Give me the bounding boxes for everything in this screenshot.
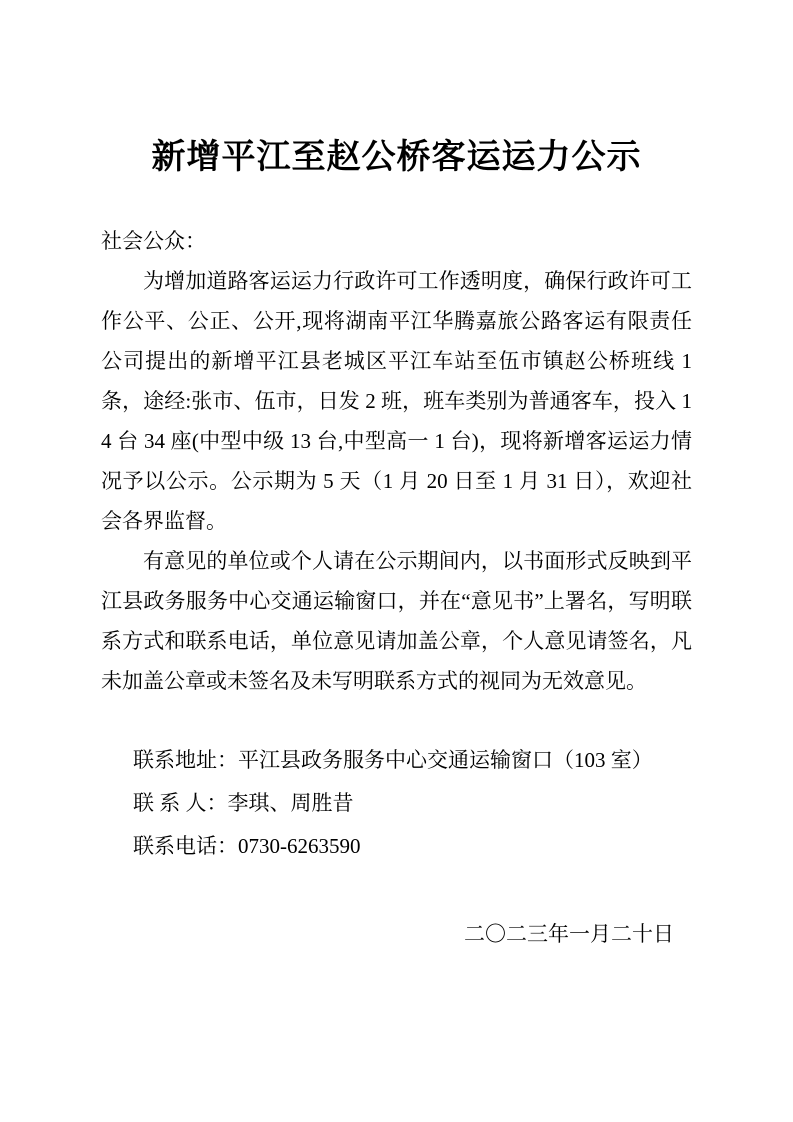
contact-address: 联系地址：平江县政务服务中心交通运输窗口（103 室） xyxy=(133,747,653,772)
contact-phone: 联系电话：0730-6263590 xyxy=(133,833,361,858)
contact-person: 联 系 人：李琪、周胜昔 xyxy=(133,790,354,815)
body-paragraph-1: 为增加道路客运运力行政许可工作透明度，确保行政许可工作公平、公正、公开,现将湖南平江华腾嘉旅公路客运有限责任公司提出的新增平江县老城区平江车站至伍市镇赵公桥班线 1 条，途经:张市、伍市，日发 2 班，班车类别为普通客车，投入 14 台 34 座(中型中级 13 台,中型高一 1 台)，现将新增客运运力情况予以公示。公示期为 5 天（1 月 20 日至 1 月 31 日），欢迎社会各界监督。 xyxy=(101,268,692,533)
document-title: 新增平江至赵公桥客运运力公示 xyxy=(151,139,642,176)
contact-block xyxy=(133,739,692,868)
salutation: 社会公众： xyxy=(101,228,206,253)
body-paragraph-2: 有意见的单位或个人请在公示期间内，以书面形式反映到平江县政务服务中心交通运输窗口，并在“意见书”上署名，写明联系方式和联系电话，单位意见请加盖公章，个人意见请签名，凡未加盖公章或未签名及未写明联系方式的视同为无效意见。 xyxy=(101,548,692,693)
document-date: 二〇二三年一月二十日 xyxy=(464,921,674,946)
